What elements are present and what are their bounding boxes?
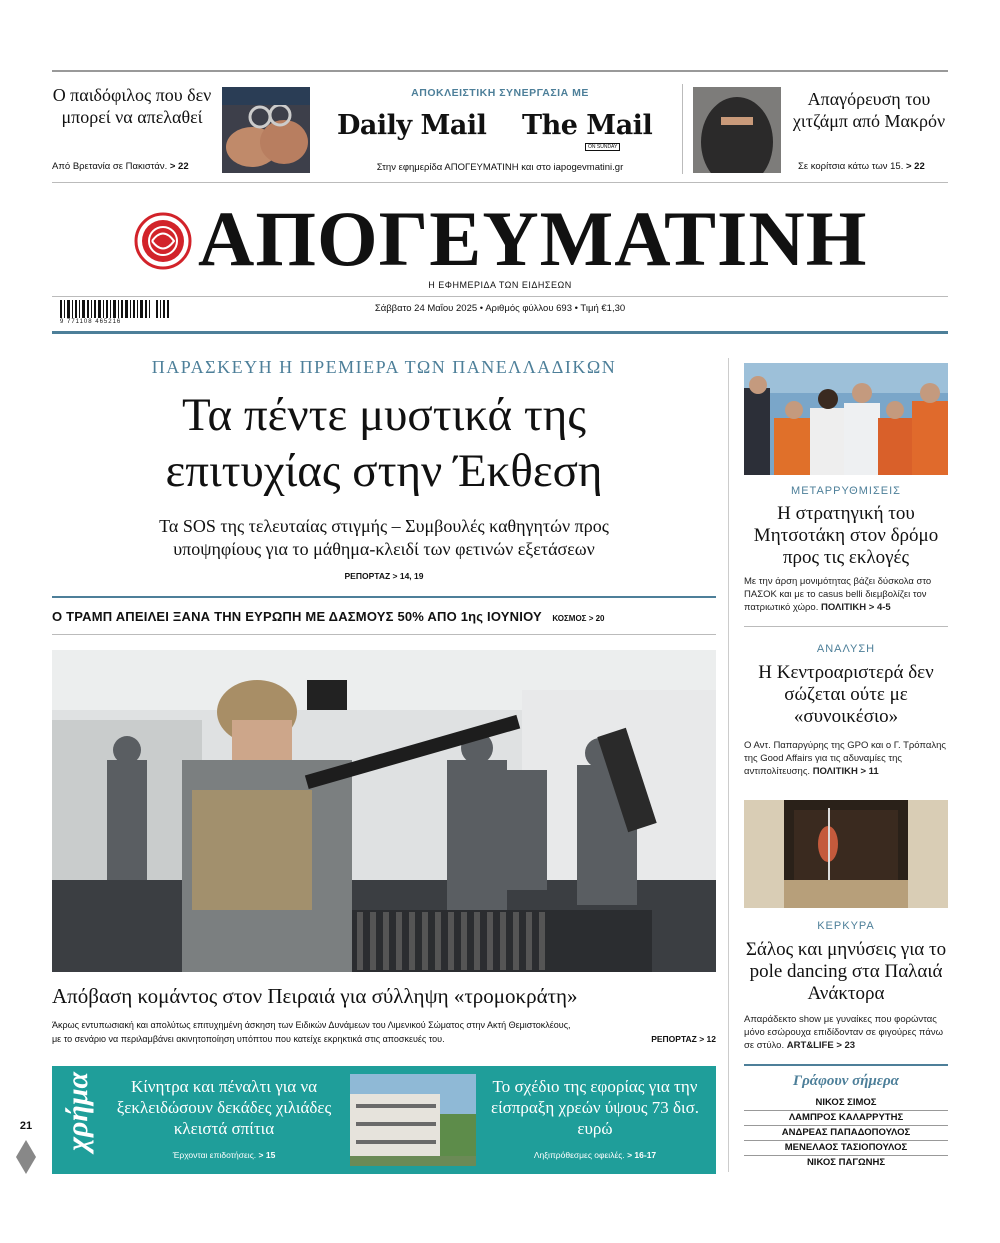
- top-left-headline: Ο παιδόφιλος που δεν μπορεί να απελαθεί: [52, 85, 212, 127]
- writer-item[interactable]: ΑΝΔΡΕΑΣ ΠΑΠΑΔΟΠΟΥΛΟΣ: [744, 1126, 948, 1141]
- side3-body: Απαράδεκτο show με γυναίκες που φορώντας μόνο εσώρουχα επιδίδονταν σε φιγούρες πάνω σε στύλο. ART&LIFE > 23: [744, 1014, 943, 1051]
- photo-headline[interactable]: Απόβαση κομάντος στον Πειραιά για σύλληψη «τρομοκράτη»: [52, 984, 578, 1008]
- daily-mail-logo: Daily Mail: [337, 110, 487, 141]
- handcuffs-photo: [222, 87, 310, 173]
- top-right-sub: Σε κορίτσια κάτω των 15. > 22: [798, 161, 925, 172]
- page-number: 21: [19, 1120, 33, 1132]
- money-left-headline[interactable]: Κίνητρα και πέναλτι για να ξεκλειδώσουν δεκάδες χιλιάδες κλειστά σπίτια: [116, 1077, 332, 1138]
- lead-headline-line1[interactable]: Τα πέντε μυστικά της: [182, 389, 586, 441]
- side3-kicker: ΚΕΡΚΥΡΑ: [817, 920, 875, 932]
- masthead-title: ΑΠΟΓΕΥΜΑΤΙΝΗ: [198, 195, 868, 282]
- photo-body-line2: με το σενάριο να περιλαμβάνει ακινητοποίηση υπόπτου που κατείχε εκρηκτικά στις αποσκευές του.: [52, 1034, 445, 1044]
- money-right-headline[interactable]: Το σχέδιο της εφορίας για την είσπραξη χρεών ύψους 73 δισ. ευρώ: [490, 1077, 700, 1138]
- apartment-photo: [350, 1074, 476, 1166]
- writers-list: [744, 1096, 948, 1170]
- on-sunday-label: ON SUNDAY: [585, 143, 620, 151]
- trump-banner[interactable]: [52, 608, 716, 628]
- writers-title: Γράφουν σήμερα: [793, 1073, 899, 1089]
- side2-body: Ο Αντ. Παπαργύρης της GPO και ο Γ. Τρόπαλης της Good Affairs για τις αδυναμίες της αντιπολίτευσης. ΠΟΛΙΤΙΚΗ > 11: [744, 740, 946, 777]
- lead-deck-line1: Τα SOS της τελευταίας στιγμής – Συμβουλές καθηγητών προς: [159, 516, 609, 536]
- dateline: Σάββατο 24 Μαΐου 2025 • Αριθμός φύλλου 693 • Τιμή €1,30: [374, 303, 626, 314]
- top-left-sub: Από Βρετανία σε Πακιστάν. > 22: [52, 161, 189, 172]
- barcode-digits: 9 771108 465216: [60, 319, 122, 325]
- hijab-photo: [693, 87, 781, 173]
- politicians-photo: [744, 363, 948, 475]
- lead-ref[interactable]: ΡΕΠΟΡΤΑΖ > 14, 19: [344, 571, 424, 581]
- money-label: χρήμα: [61, 1071, 94, 1151]
- money-right-sub: Ληξιπρόθεσμες οφειλές. > 16-17: [533, 1150, 657, 1160]
- top-left-teaser[interactable]: [52, 84, 212, 128]
- exclusive-sub: Στην εφημερίδα ΑΠΟΓΕΥΜΑΤΙΝΗ και στο iapogevmatini.gr: [376, 162, 624, 173]
- masthead-tagline: Η ΕΦΗΜΕΡΙΔΑ ΤΩΝ ΕΙΔΗΣΕΩΝ: [428, 280, 572, 290]
- lead-headline-line2[interactable]: επιτυχίας στην Έκθεση: [165, 445, 603, 497]
- side1-kicker: ΜΕΤΑΡΡΥΘΜΙΣΕΙΣ: [791, 485, 901, 497]
- diamond-icon: [16, 1140, 36, 1174]
- writer-item[interactable]: ΝΙΚΟΣ ΠΑΓΩΝΗΣ: [806, 1157, 886, 1168]
- money-left-sub: Έρχονται επιδοτήσεις. > 15: [172, 1150, 276, 1160]
- photo-body-line1: Άκρως εντυπωσιακή και απολύτως επιτυχημένη άσκηση των Ειδικών Δυνάμεων του Λιμενικού Σώματος στην Ακτή Θεμιστοκλέους,: [52, 1020, 571, 1030]
- banner-ref: ΚΟΣΜΟΣ > 20: [552, 614, 605, 623]
- money-box: [52, 1066, 716, 1174]
- side2-kicker: ΑΝΑΛΥΣΗ: [816, 643, 876, 655]
- writer-item[interactable]: ΜΕΝΕΛΑΟΣ ΤΑΣΙΟΠΟΥΛΟΣ: [744, 1141, 948, 1156]
- photo-ref[interactable]: ΡΕΠΟΡΤΑΖ > 12: [651, 1034, 716, 1044]
- barcode: [60, 300, 170, 326]
- masthead-emblem: [134, 212, 192, 270]
- top-right-headline: Απαγόρευση του χιτζάμπ από Μακρόν: [792, 89, 946, 131]
- exclusive-kicker: ΑΠΟΚΛΕΙΣΤΙΚΗ ΣΥΝΕΡΓΑΣΙΑ ΜΕ: [411, 87, 589, 99]
- side1-body: Με την άρση μονιμότητας βάζει δύσκολα στο ΠΑΣΟΚ και με το casus belli διεμβολίζει τον πατριωτικό χώρο. ΠΟΛΙΤΙΚΗ > 4-5: [744, 576, 932, 613]
- lead-deck-line2: υποψηφίους για το μάθημα-κλειδί των φετινών εξετάσεων: [173, 539, 595, 559]
- side1-headline[interactable]: Η στρατηγική του Μητσοτάκη στον δρόμο προς τις εκλογές: [753, 503, 939, 568]
- the-mail-logo: The Mail: [522, 110, 653, 141]
- writer-item[interactable]: ΛΑΜΠΡΟΣ ΚΑΛΑΡΡΥΤΗΣ: [744, 1111, 948, 1126]
- commando-photo: [52, 650, 716, 972]
- banner-text: Ο ΤΡΑΜΠ ΑΠΕΙΛΕΙ ΞΑΝΑ ΤΗΝ ΕΥΡΩΠΗ ΜΕ ΔΑΣΜΟΥΣ 50% ΑΠΟ 1ης ΙΟΥΝΙΟΥ: [52, 609, 542, 624]
- side2-headline[interactable]: Η Κεντροαριστερά δεν σώζεται ούτε με «συνοικέσιο»: [758, 662, 934, 727]
- pole-dance-photo: [744, 800, 948, 908]
- writer-item[interactable]: ΝΙΚΟΣ ΣΙΜΟΣ: [744, 1096, 948, 1111]
- side3-headline[interactable]: Σάλος και μηνύσεις για το pole dancing στα Παλαιά Ανάκτορα: [745, 939, 947, 1004]
- top-right-teaser[interactable]: [790, 88, 948, 132]
- lead-kicker: ΠΑΡΑΣΚΕΥΗ Η ΠΡΕΜΙΕΡΑ ΤΩΝ ΠΑΝΕΛΛΑΔΙΚΩΝ: [151, 357, 617, 377]
